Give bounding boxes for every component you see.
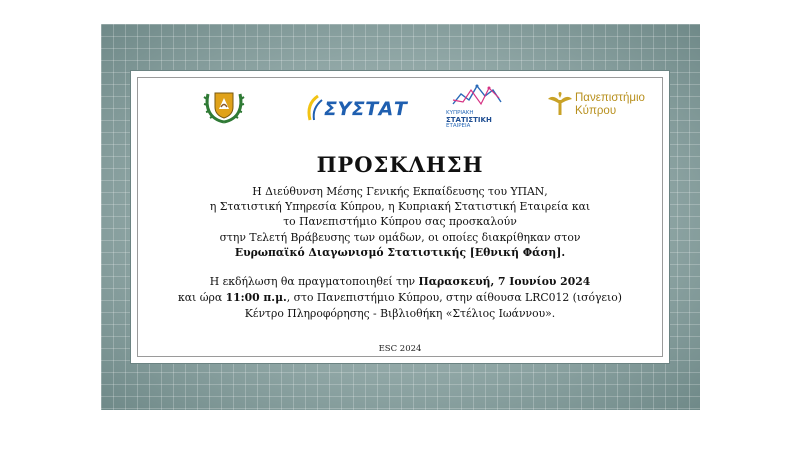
- event-line-2: [138, 290, 662, 306]
- statistical-society-logo-icon: [451, 82, 503, 110]
- event-line-1-text: Η εκδήλωση θα πραγματοποιηθεί την: [209, 275, 419, 288]
- event-line-3: Κέντρο Πληροφόρησης - Βιβλιοθήκη «Στέλιος Ιωάννου».: [244, 307, 556, 320]
- ucy-line-1: Πανεπιστήμιο: [575, 92, 645, 104]
- body-line-4: στην Τελετή Βράβευσης των ομάδων, οι οποίες διακρίθηκαν στον: [219, 230, 581, 244]
- event-time: 11:00 π.μ.: [225, 291, 287, 304]
- university-of-cyprus-logo-icon: [547, 92, 573, 116]
- event-details: [138, 274, 662, 322]
- invitation-body: [138, 184, 662, 260]
- cyprus-emblem-icon: [201, 85, 247, 125]
- statistical-society-logo-text: [446, 110, 492, 130]
- footer-label: ESC 2024: [378, 344, 422, 354]
- body-line-5: Ευρωπαϊκό Διαγωνισμό Στατιστικής [Εθνική Φάση].: [234, 245, 566, 259]
- body-line-3: το Πανεπιστήμιο Κύπρου σας προσκαλούν: [283, 215, 517, 229]
- event-line-2-text: και ώρα: [178, 291, 226, 304]
- society-line-2: ΣΤΑΤΙΣΤΙΚΗ: [446, 115, 492, 124]
- event-date: Παρασκευή, 7 Ιουνίου 2024: [418, 275, 591, 288]
- society-line-3: ΕΤΑΙΡΕΙΑ: [446, 123, 471, 129]
- ucy-line-2: Κύπρου: [575, 105, 617, 117]
- invitation-inner-border: [137, 77, 663, 357]
- event-line-1: [138, 274, 662, 290]
- sustat-logo-text: ΣΥΣΤΑΤ: [324, 98, 408, 120]
- body-line-1: Η Διεύθυνση Μέσης Γενικής Εκπαίδευσης του ΥΠΑΝ,: [252, 185, 548, 198]
- invitation-card: [131, 71, 669, 363]
- page-title: ΠΡΟΣΚΛΗΣΗ: [316, 152, 484, 177]
- background-frame: [101, 24, 700, 410]
- society-line-1: ΚΥΠΡΙΑΚΗ: [446, 110, 474, 116]
- university-of-cyprus-logo-text: [575, 92, 645, 118]
- event-location: , στο Πανεπιστήμιο Κύπρου, στην αίθουσα LRC012 (ισόγειο): [286, 291, 622, 304]
- body-line-2: η Στατιστική Υπηρεσία Κύπρου, η Κυπριακή Στατιστική Εταιρεία και: [209, 200, 591, 214]
